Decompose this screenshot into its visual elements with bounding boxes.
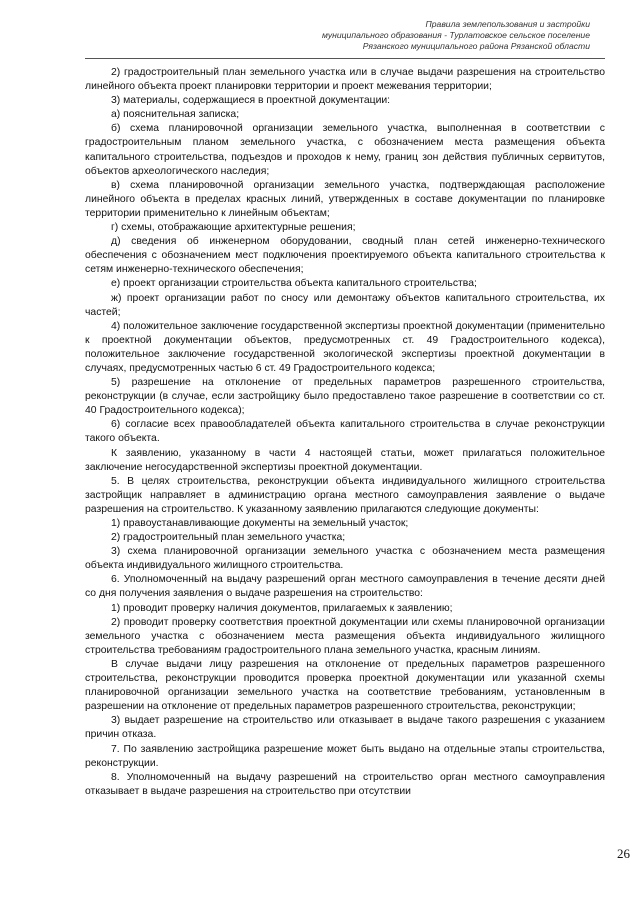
- paragraph: б) схема планировочной организации земельного участка, выполненная в соответствии с градостроительным планом земельного участка, с обозначением места размещения объекта капитального строительства, подъездов и проходов к нему, границ зон действия публичных сервитутов, объектов археологического наследия;: [85, 123, 605, 177]
- paragraph: г) схемы, отображающие архитектурные решения;: [111, 222, 356, 234]
- paragraph: 3) материалы, содержащиеся в проектной документации:: [111, 95, 391, 107]
- page-number: 26: [617, 846, 630, 861]
- header-line-3: Рязанского муниципального района Рязанской области: [362, 41, 590, 51]
- paragraph: В случае выдачи лицу разрешения на отклонение от предельных параметров разрешенного строительства, реконструкции проводится проверка проектной документации или указанной схемы планировочной организации земельного участка на соответствие требованиям, установленным в разрешении на отклонение от предельных параметров разрешенного строительства, реконструкции;: [85, 658, 605, 713]
- paragraph: 2) градостроительный план земельного участка или в случае выдачи разрешения на строительство линейного объекта проект планировки территории и проект межевания территории;: [85, 67, 605, 93]
- paragraph: в) схема планировочной организации земельного участка, подтверждающая расположение линейного объекта в пределах красных линий, утвержденных в составе документации по планировке территории применительно к линейным объектам;: [85, 179, 605, 219]
- paragraph: 4) положительное заключение государственной экспертизы проектной документации (применительно к проектной документации объектов, предусмотренных ст. 49 Градостроительного кодекса), положительное заключение государственной экологической экспертизы проектной документации в случаях, предусмотренных частью 6 ст. 49 Градостроительного кодекса;: [85, 320, 605, 374]
- header-rule: [85, 58, 605, 59]
- paragraph: К заявлению, указанному в части 4 настоящей статьи, может прилагаться положительное заключение негосударственной экспертизы проектной документации.: [85, 447, 605, 473]
- running-header: [150, 19, 590, 52]
- paragraph: а) пояснительная записка;: [111, 109, 240, 121]
- paragraph: 3) выдает разрешение на строительство или отказывает в выдаче такого разрешения с указанием причин отказа.: [85, 715, 605, 741]
- paragraph: 6) согласие всех правообладателей объекта капитального строительства в случае реконструкции такого объекта.: [85, 419, 605, 445]
- header-line-1: Правила землепользования и застройки: [425, 19, 590, 29]
- paragraph: 1) правоустанавливающие документы на земельный участок;: [111, 518, 409, 529]
- paragraph: 6. Уполномоченный на выдачу разрешений орган местного самоуправления в течение десяти дней со дня получения заявления о выдаче разрешения на строительство:: [85, 574, 605, 600]
- paragraph: 3) схема планировочной организации земельного участка с обозначением места размещения объекта индивидуального жилищного строительства.: [85, 546, 605, 572]
- header-line-2: муниципального образования - Турлатовское сельское поселение: [322, 30, 590, 40]
- body-text: [85, 66, 605, 799]
- paragraph: 7. По заявлению застройщика разрешение может быть выдано на отдельные этапы строительства, реконструкции.: [85, 743, 605, 769]
- paragraph: д) сведения об инженерном оборудовании, сводный план сетей инженерно-технического обеспечения с обозначением мест подключения проектируемого объекта капитального строительства к сетям инженерно-технического обеспечения;: [85, 236, 605, 276]
- paragraph: 2) градостроительный план земельного участка;: [111, 532, 346, 544]
- paragraph: 5) разрешение на отклонение от предельных параметров разрешенного строительства, реконструкции (в случае, если застройщику было предоставлено такое разрешение в соответствии со ст. 40 Градостроительного кодекса);: [85, 377, 605, 417]
- paragraph: 2) проводит проверку соответствия проектной документации или схемы планировочной организации земельного участка с обозначением места размещения объекта индивидуального жилищного строительства требованиям градостроительного плана земельного участка, красным линиям.: [85, 616, 605, 656]
- paragraph: ж) проект организации работ по сносу или демонтажу объектов капитального строительства, их частей;: [85, 292, 605, 318]
- paragraph: 8. Уполномоченный на выдачу разрешений на строительство орган местного самоуправления отказывает в выдаче разрешения на строительство при отсутствии: [85, 771, 605, 797]
- paragraph: 1) проводит проверку наличия документов, прилагаемых к заявлению;: [111, 602, 453, 614]
- paragraph: 5. В целях строительства, реконструкции объекта индивидуального жилищного строительства застройщик направляет в администрацию органа местного самоуправления заявление о выдаче разрешения на строительство. К указанному заявлению прилагаются следующие документы:: [85, 475, 605, 515]
- paragraph: е) проект организации строительства объекта капитального строительства;: [111, 278, 477, 290]
